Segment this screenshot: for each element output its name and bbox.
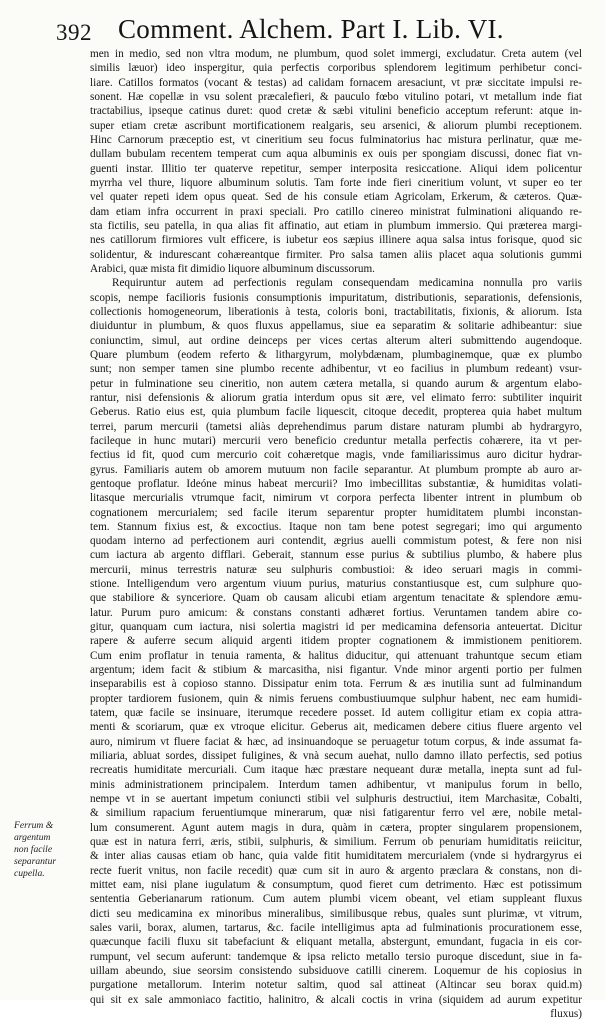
text-line: menti & scoriarum, quæ ex vtroque elicitur. Geberus ait, medicamen debere citius fluere argento vel xyxy=(90,721,582,734)
margin-note-line: argentum xyxy=(14,832,51,843)
text-line: & similium rapacium feruentiumque minerarum, quæ nisi fatigarentur ferro vel ære, nobile metal- xyxy=(90,807,582,820)
text-line: vel quater repeti idem opus queat. Sed de his consule etiam Agricolam, Erkerum, & cæteros. Quæ- xyxy=(90,191,582,204)
text-line: mercurii, minus terrestris naturæ seu sulphuris combustioi: & ideo seruari magis in commi- xyxy=(90,563,582,576)
text-line: nes catillorum firmiores vult efficere, is iubetur eos sæpius illinere aqua salsa intus forisque, quod sic xyxy=(90,234,582,247)
text-line: minis administrationem principalem. Interdum tamen adhibentur, vt manipulus forum in bello, xyxy=(90,778,582,791)
text-line: quodam interno ad perfectionem auri contendit, ægrius auelli commistum potest, & fere non nisi xyxy=(90,535,582,548)
text-line: cognationem mercurialem; sed facile iterum separentur propter humiditatem plumbi inconstan- xyxy=(90,506,582,519)
text-line: sales varii, borax, alumen, tartarus, &c. facile intelligimus apta ad fulminationis procurationem esse, xyxy=(90,922,582,935)
text-line: inseparabilis est à copioso stanno. Dissipatur enim tota. Ferrum & æs inutilia sunt ad fulminandum xyxy=(90,678,582,691)
margin-note-line: Ferrum & xyxy=(14,820,54,831)
text-line: miliaria, abluat sordes, dissipet fuligines, & vnà secum auehat, nullo damno illato perfectis, sed potius xyxy=(90,750,582,763)
text-line: rumpunt, vel secum auferunt: tandemque & ipsa relicto metallo tersio puroque discedunt, siue in fa- xyxy=(90,950,582,963)
text-line: guenti instar. Illitio ter quaterve repetitur, semper interposita resiccatione. Aliqui idem policentur xyxy=(90,162,582,175)
text-line: recreatis humiditate mercuriali. Cum itaque hæc præstare nequeant duræ metalla, inepta sunt ad ful- xyxy=(90,764,582,777)
text-line: auro, nimirum vt fluere faciat & hæc, ad insinuandoque se peruagetur totum corpus, & inde assumat fa- xyxy=(90,735,582,748)
text-line: solidentur, & indurescant cohæreantque firmiter. Pro salsa tamen aliis placet aqua solutionis gummi xyxy=(90,248,582,261)
running-head: Comment. Alchem. Part I. Lib. VI. xyxy=(118,14,504,44)
text-line: uillam abeundo, siue seorsim consistendo subsiduove catilli cinerem. Loquemur de his copiosius in xyxy=(90,965,582,977)
text-line: tem. Stannum fixius est, & excoctius. Itaque non tam bene potest segregari; imo qui argumento xyxy=(90,520,582,533)
text-line: fectius id fit, quod cum mercurio coit cohæretque magis, vnde familiarissimus auro dicitur hydrar- xyxy=(90,449,582,462)
text-line: fluxus) xyxy=(550,1007,582,1020)
text-line: facileque in hunc mutari) mercurii vero beneficio creduntur metalla perfectis cohærere, ita vt per- xyxy=(90,434,582,447)
margin-note-line: non facile xyxy=(14,844,53,855)
text-line: qui sit ex sale ammoniaco factitio, halinitro, & alcali coctis in vrina (siquidem ad aurum expetitur xyxy=(90,993,582,1006)
text-line: Hinc Carnorum præceptio est, vt cineritium seu focus fulminatorius hac mistura perlinatur, quæ me- xyxy=(90,133,582,146)
text-line: quæ est in natura ferri, æris, stibii, sulphuris, & similium. Ferrum ob penuriam humiditatis reiicitur, xyxy=(90,836,582,849)
text-line: gitur, quanquam cum iactura, nisi solertia magistri id per medicamina defensoria anteuertat. Dicitur xyxy=(90,621,582,634)
text-line: Cum enim proflatur in tenuia ramenta, & halitus diducitur, qui attenuant trahuntque secum etiam xyxy=(90,649,582,662)
page-header xyxy=(56,14,575,48)
text-line: Arabici, quæ mista fit dimidio liquore albuminum discussorum. xyxy=(90,262,375,275)
text-line: Requiruntur autem ad perfectionis regulam consequendam medicamina nonnulla pro variis xyxy=(112,277,582,290)
text-line: litasque mercurialis vtrumque facit, nimirum vt corpora perfecta libenter intrent in plumbum ob xyxy=(90,492,582,505)
text-line: & inter alias causas etiam ob hanc, quia valde fitit humiditatem mercurialem (vnde si hydrargyrus ei xyxy=(90,850,582,863)
text-line: myrrha vel thure, liquore albuminum solutis. Tam forte inde fieri cineritium volunt, vt super eo ter xyxy=(90,176,582,189)
text-line: propter tardiorem fusionem, quin & nimis feruens combustiuumque sulphur habent, nec eam humidi- xyxy=(90,692,582,705)
body-text xyxy=(90,47,582,1021)
text-line: dam etiam infra occurrent in praxi speciali. Pro catillo cinereo ministrat fulminationi aliquando re- xyxy=(90,205,582,218)
text-line: coniunctim, simul, aut ordine deinceps per vices certas alterum alteri submittendo augendoque. xyxy=(90,334,582,347)
text-line: mittet eam, nisi plane iugulatum & consumptum, quod fieret cum detrimento. Hæc est potissimum xyxy=(90,879,582,892)
page-number: 392 xyxy=(56,20,92,45)
text-line: Quare plumbum (eodem referto & lithargyrum, molybdænam, plumbaginemque, quæ ex plumbo xyxy=(90,348,582,361)
text-line: tractabilius, ipseque catinus duret: quod cretæ & sæbi vitulini beneficio acceptum referunt: atque in- xyxy=(90,105,582,118)
text-line: tatem, quæ facile se insinuare, iterumque recedere posset. Id autem colligitur etiam ex copia attra- xyxy=(90,707,582,720)
text-line: diuiduntur in plumbum, & quos fluxus appellamus, siue ea separatim & solitarie adhibeantur: siue xyxy=(90,320,582,333)
margin-note xyxy=(14,820,84,880)
text-line: purgatione metallorum. Interim notetur saltim, quod sal attineat (Altincar seu borax quid.m) xyxy=(90,979,582,992)
text-line: liare. Catillos formatos (vocant & testas) ad calidam fornacem aresaciunt, vt præ siccitate impulsi re- xyxy=(90,76,582,89)
text-line: sunt; non semper tamen sine plumbo recente adhibentur, vt eo facilius in plumbum redeant) vsur- xyxy=(90,363,582,376)
margin-note-line: cupella. xyxy=(14,868,45,879)
text-line: super etiam cretæ ascribunt mortificationem realgaris, seu arsenici, & aliorum plumbi receptionem. xyxy=(90,119,582,132)
text-line: men in medio, sed non vltra modum, ne plumbum, quod solet immergi, excludatur. Creta autem (vel xyxy=(90,48,582,60)
text-line: Geberus. Ratio eius est, quia plumbum facile liquescit, citoque decedit, propterea quia habet multum xyxy=(90,406,582,419)
text-line: nempe vt in se auertant impetum coniuncti stibii vel sulphuris destructiui, item Marchasitæ, Cobalti, xyxy=(90,793,582,806)
text-line: latur. Purum puro amicum: & constans constanti adhæret fortius. Veruntamen tandem abire co- xyxy=(90,606,582,619)
text-line: sta fictilis, seu patella, in qua alias fit affinatio, aut etiam in plumbum immersio. Qui præterea margi- xyxy=(90,219,582,232)
text-line: sonent. Hæ copellæ in vsu solent præcalefieri, & pauculo fœbo vitulino potari, vt metallum inde fiat xyxy=(90,90,582,103)
text-line: dullam bubulam recentem temperat cum aqua albuminis ex ouis per spongiam discussi, donec fiat vn- xyxy=(90,148,582,161)
text-line: dicti seu medicamina ex minoribus mineralibus, similibusque rebus, quales sunt plurimæ, vt vitrum, xyxy=(90,907,582,920)
text-line: quæcunque facili fluxu sit tabefaciunt & eliquant metalla, abstergunt, emundant, fugacia in eis cor- xyxy=(90,936,582,949)
text-line: terrei, parum mercurii (tametsi aliàs deprehendimus parum distare naturam plumbi ab hydrargyro, xyxy=(90,420,582,433)
text-line: recte fuerit vnitus, non facile recedit) quæ cum sit in auro & argento præclara & constans, non di- xyxy=(90,864,582,877)
text-line: argentum; idem facit & stibium & marcasitha, nisi figantur. Vnde minor argenti portio per fulmen xyxy=(90,664,582,677)
text-line: sententia Geberianarum rationum. Cum autem plumbi vicem obeant, vel etiam suppleant fluxus xyxy=(90,893,582,906)
text-line: que stabiliore & synceriore. Quam ob causam alicubi etiam argentum tenacitate & splendore æmu- xyxy=(90,592,582,605)
text-line: gentoque proflatur. Ideóne minus habeat mercurii? Imo imbecillitas substantiæ, & humiditas volati- xyxy=(90,477,582,490)
text-line: lum consumerent. Agunt autem magis in dura, quàm in cætera, propter singularem propensionem, xyxy=(90,821,582,834)
text-line: cum iactura ab argento difflari. Geberait, stannum esse purius & subtilius plumbo, & habere plus xyxy=(90,549,582,562)
margin-note-line: separantur xyxy=(14,856,57,867)
text-line: collectionis homogeneorum, liberationis à testa, coloris boni, tractabilitatis, fixionis, & aliorum. Ista xyxy=(90,305,582,318)
text-line: petur in fulminatione seu cineritio, non autem cætera metalla, si quando aurum & argentum elabo- xyxy=(90,377,582,390)
text-line: rapere & auferre secum aliquid argenti itidem propter cognationem & immistionem penitiorem. xyxy=(90,635,582,648)
text-line: gyrus. Familiaris autem ob amorem mutuum non facile separantur. At plumbum prompte ab auro ar- xyxy=(90,463,582,476)
text-line: stione. Intelligendum vero argentum viuum purius, maturius constantiusque est, cum sulphure quo- xyxy=(90,578,582,591)
text-line: rantur, nisi defensionis & aliorum gratia interdum opus sit ære, vel elimato ferro: subtiliter inquirit xyxy=(90,391,582,404)
text-line: similis læuor) ideo inspergitur, quia perfectis corporibus splendorem legitimum perhibetur conci- xyxy=(90,62,582,75)
text-line: scopis, nempe facilioris fusionis consumptionis impuritatum, distributionis, separationis, defensionis, xyxy=(90,291,582,304)
